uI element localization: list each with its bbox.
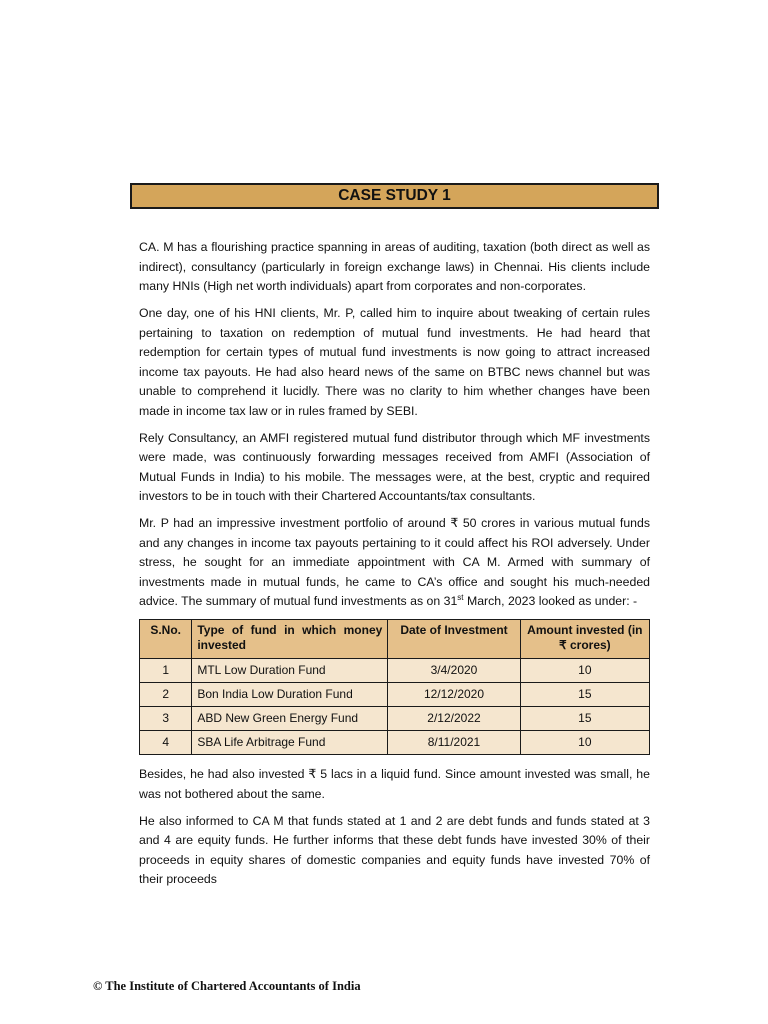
case-study-title: CASE STUDY 1	[130, 183, 659, 209]
cell-date: 8/11/2021	[388, 731, 520, 755]
table-row	[140, 683, 650, 707]
cell-sno: 1	[140, 659, 192, 683]
mutual-fund-table	[139, 619, 650, 755]
cell-date: 3/4/2020	[388, 659, 520, 683]
table-header-row	[140, 620, 650, 659]
paragraph-liquid-fund: Besides, he had also invested ₹ 5 lacs in a liquid fund. Since amount invested was small, he was not bothered about the same.	[139, 767, 650, 801]
cell-date: 2/12/2022	[388, 707, 520, 731]
cell-sno: 2	[140, 683, 192, 707]
header-fund-type: Type of fund in which money invested	[192, 620, 388, 659]
cell-sno: 3	[140, 707, 192, 731]
cell-sno: 4	[140, 731, 192, 755]
copyright-footer: © The Institute of Chartered Accountants of India	[93, 979, 361, 993]
header-date: Date of Investment	[388, 620, 520, 659]
paragraph-portfolio	[139, 514, 650, 612]
paragraph-portfolio-main: Mr. P had an impressive investment portfolio of around ₹ 50 crores in various mutual funds and any changes in income tax payouts pertaining to it could affect his ROI adversely. Under stress, he sought for an immediate appointment with CA M. Armed with summary of investments made in mutual funds, he came to CA’s office and sought his much-needed advice. The summary of mutual fund investments as on 31	[139, 516, 650, 608]
cell-amount: 15	[520, 707, 649, 731]
paragraph-client-call: One day, one of his HNI clients, Mr. P, called him to inquire about tweaking of certain rules pertaining to taxation on redemption of mutual fund investments. He had heard that redemption for certain types of mutual fund investments is now going to attract increased income tax payouts. He had also heard news of the same on BTBC news channel but was unable to comprehend it lucidly. There was no clarity to him whether changes have been made in income tax law or in rules framed by SEBI.	[139, 306, 650, 418]
table-row	[140, 731, 650, 755]
cell-fund-type: ABD New Green Energy Fund	[192, 707, 388, 731]
header-sno: S.No.	[140, 620, 192, 659]
cell-date: 12/12/2020	[388, 683, 520, 707]
table-row	[140, 659, 650, 683]
ordinal-suffix: st	[457, 592, 464, 602]
cell-fund-type: MTL Low Duration Fund	[192, 659, 388, 683]
document-body	[139, 238, 650, 890]
paragraph-rely-consultancy: Rely Consultancy, an AMFI registered mutual fund distributor through which MF investments were made, was continuously forwarding messages received from AMFI (Association of Mutual Funds in India) to his mobile. The messages were, at the best, cryptic and required investors to be in touch with their Chartered Accountants/tax consultants.	[139, 430, 650, 503]
paragraph-portfolio-end: March, 2023 looked as under: -	[463, 594, 638, 608]
cell-fund-type: SBA Life Arbitrage Fund	[192, 731, 388, 755]
paragraph-fund-classification: He also informed to CA M that funds stated at 1 and 2 are debt funds and funds stated at 3 and 4 are equity funds. He further informs that these debt funds have invested 30% of their proceeds in equity shares of domestic companies and equity funds have invested 70% of their proceeds	[139, 813, 650, 886]
table-row	[140, 707, 650, 731]
cell-amount: 10	[520, 731, 649, 755]
cell-amount: 15	[520, 683, 649, 707]
paragraph-intro: CA. M has a flourishing practice spanning in areas of auditing, taxation (both direct as well as indirect), consultancy (particularly in foreign exchange laws) in Chennai. His clients include many HNIs (High net worth individuals) apart from corporates and non-corporates.	[139, 240, 650, 293]
cell-fund-type: Bon India Low Duration Fund	[192, 683, 388, 707]
header-amount: Amount invested (in ₹ crores)	[520, 620, 649, 659]
cell-amount: 10	[520, 659, 649, 683]
